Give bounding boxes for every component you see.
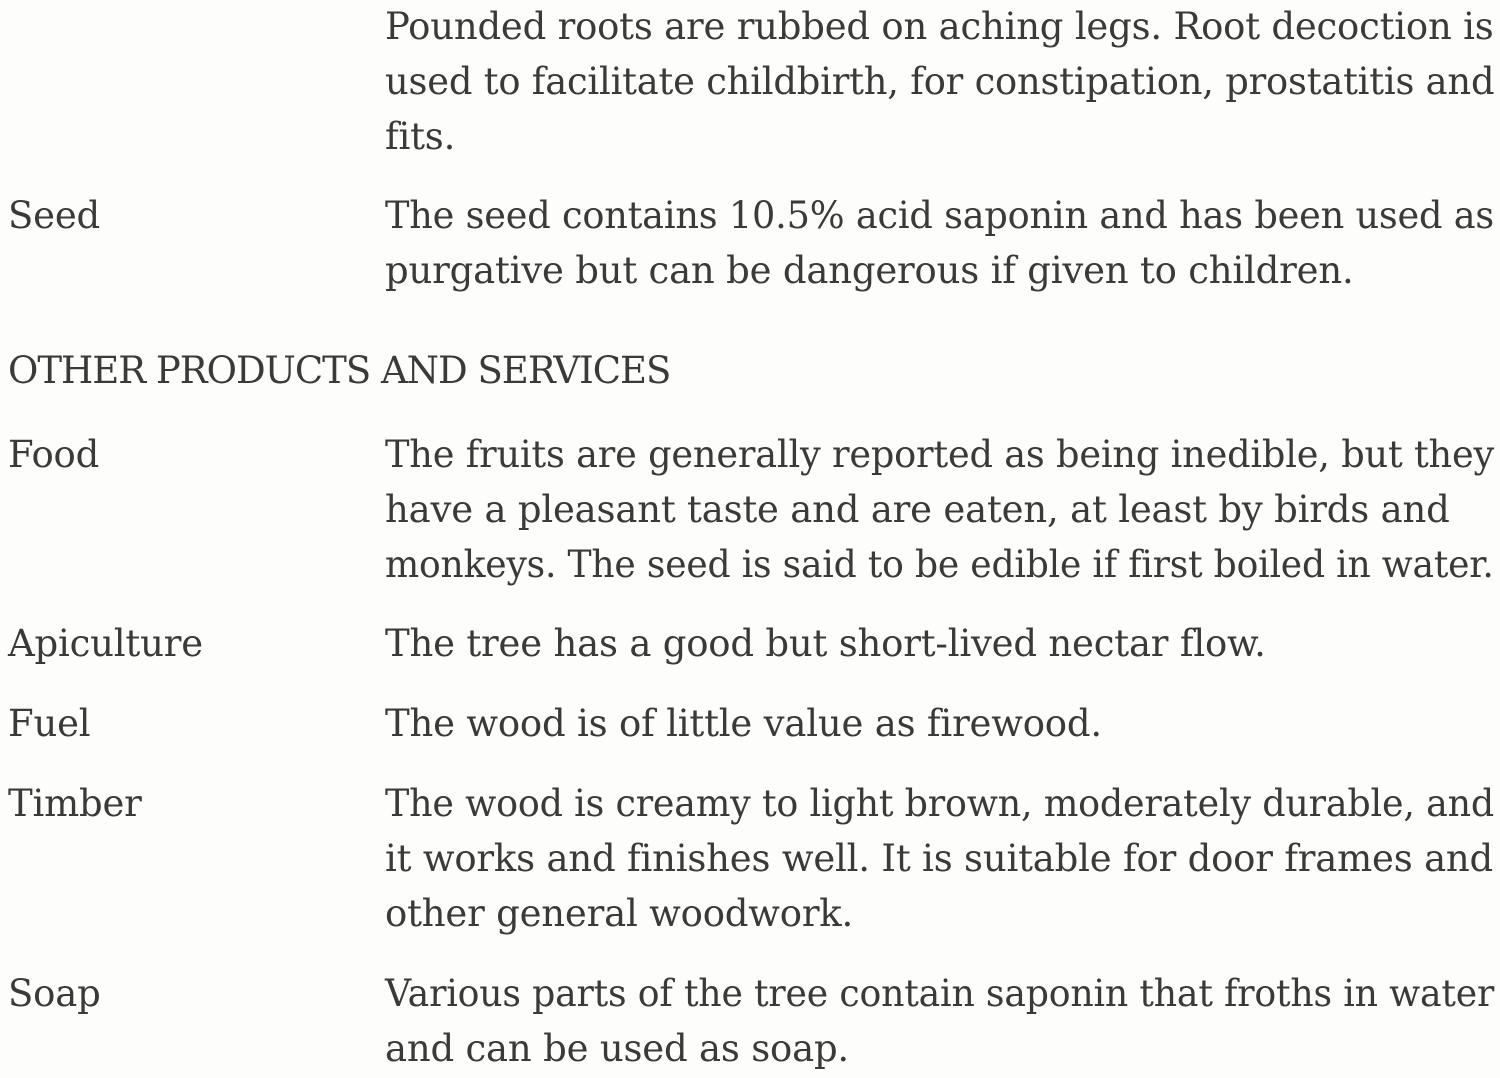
entry-label-fuel: Fuel: [8, 702, 91, 745]
timber-entry-line-2: it works and finishes well. It is suitable for door frames and: [385, 837, 1494, 880]
soap-entry-line-2: and can be used as soap.: [385, 1027, 849, 1070]
seed-entry-line-2: purgative but can be dangerous if given to children.: [385, 249, 1354, 292]
continued-entry-line-2: used to facilitate childbirth, for constipation, prostatitis and: [385, 60, 1495, 103]
entry-label-soap: Soap: [8, 972, 101, 1015]
food-entry-line-3: monkeys. The seed is said to be edible if first boiled in water.: [385, 543, 1494, 586]
food-entry-line-1: The fruits are generally reported as being inedible, but they: [385, 433, 1495, 476]
fuel-entry-line-1: The wood is of little value as firewood.: [385, 702, 1102, 745]
continued-entry-line-1: Pounded roots are rubbed on aching legs. Root decoction is: [385, 5, 1494, 48]
entry-label-apiculture: Apiculture: [8, 622, 203, 665]
entry-label-seed: Seed: [8, 194, 101, 237]
apiculture-entry-line-1: The tree has a good but short-lived nectar flow.: [385, 622, 1266, 665]
continued-entry-line-3: fits.: [385, 115, 456, 158]
entry-label-food: Food: [8, 433, 100, 476]
timber-entry-line-1: The wood is creamy to light brown, moderately durable, and: [385, 782, 1495, 825]
entry-label-timber: Timber: [8, 782, 142, 825]
seed-entry-line-1: The seed contains 10.5% acid saponin and has been used as: [385, 194, 1495, 237]
soap-entry-line-1: Various parts of the tree contain saponin that froths in water: [385, 972, 1495, 1015]
timber-entry-line-3: other general woodwork.: [385, 892, 854, 935]
food-entry-line-2: have a pleasant taste and are eaten, at least by birds and: [385, 488, 1450, 531]
section-heading: OTHER PRODUCTS AND SERVICES: [8, 349, 671, 392]
